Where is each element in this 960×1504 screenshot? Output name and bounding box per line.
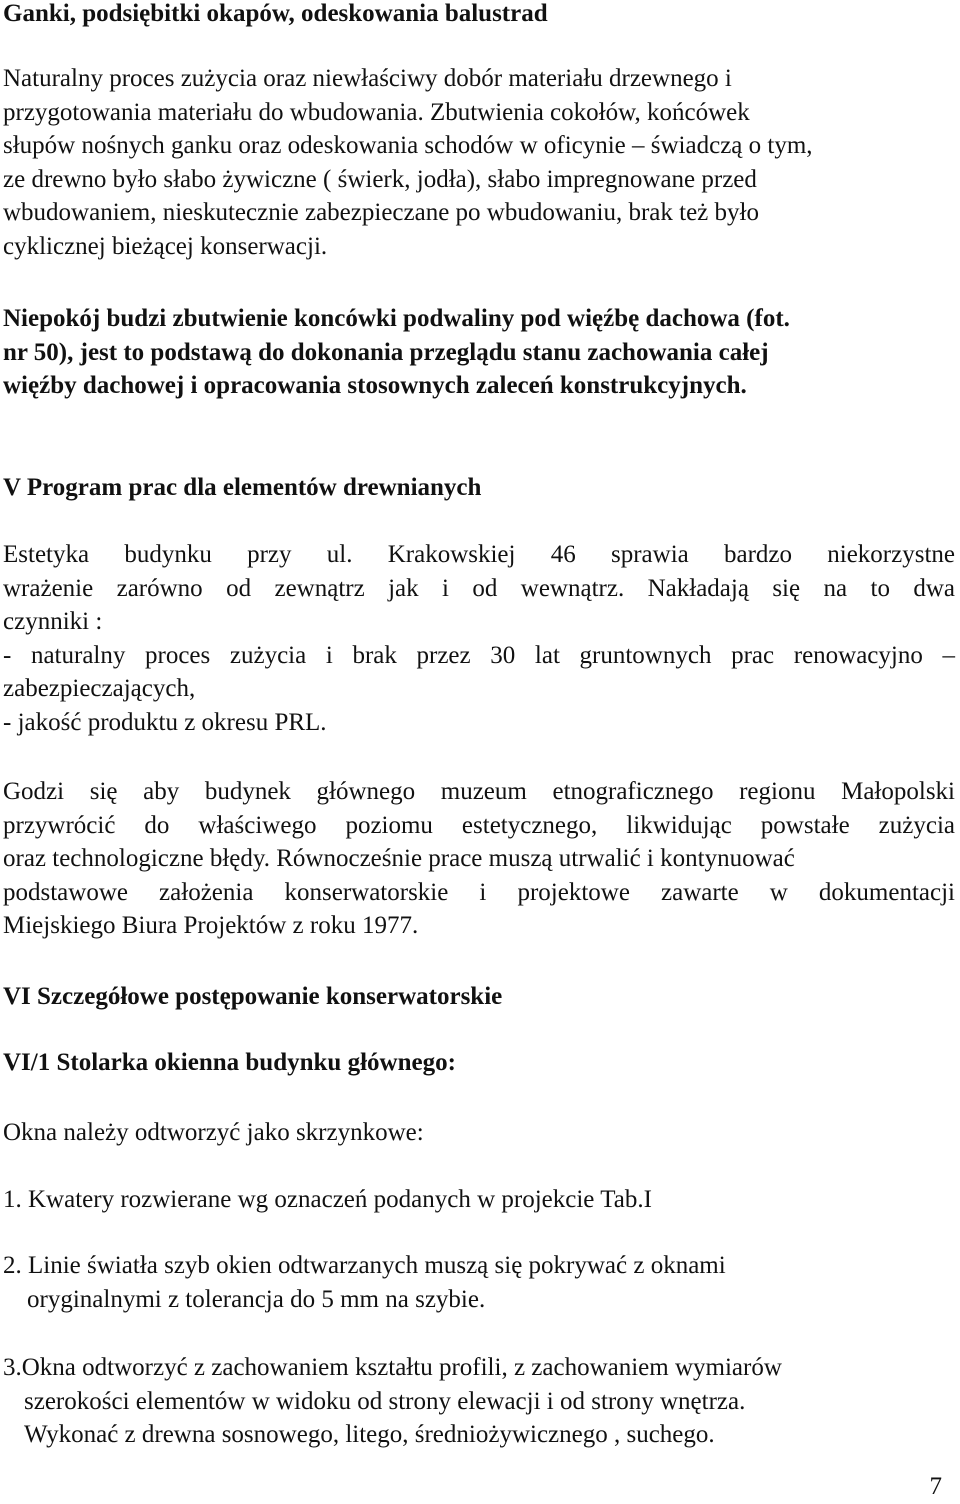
text-line: Wykonać z drewna sosnowego, litego, średniożywicznego , suchego. — [24, 1421, 715, 1448]
text-line: oraz technologiczne błędy. Równocześnie prace muszą utrwalić i kontynuować — [3, 845, 795, 872]
paragraph-concern — [3, 302, 955, 403]
list-item-2 — [3, 1249, 955, 1316]
section-heading-ganki: Ganki, podsiębitki okapów, odeskowania balustrad — [3, 0, 548, 27]
text-line: więźby dachowej i opracowania stosownych zaleceń konstrukcyjnych. — [3, 372, 747, 399]
paragraph-restoration — [3, 775, 955, 943]
text-line: podstawowe założenia konserwatorskie i projektowe zawarte w dokumentacji — [3, 878, 955, 906]
text-line: przywrócić do właściwego poziomu estetycznego, likwidując powstałe zużycia — [3, 811, 955, 839]
paragraph-wear — [3, 62, 955, 263]
text-line: Naturalny proces zużycia oraz niewłaściwy dobór materiału drzewnego i — [3, 65, 732, 92]
text-line: czynniki : — [3, 608, 103, 635]
subsection-heading-vi1: VI/1 Stolarka okienna budynku głównego: — [3, 1049, 456, 1076]
text-line: przygotowania materiału do wbudowania. Zbutwienia cokołów, końcówek — [3, 98, 750, 126]
page-number: 7 — [929, 1473, 942, 1500]
text-line: nr 50), jest to podstawą do dokonania przeglądu stanu zachowania całej — [3, 338, 769, 366]
text-line: oryginalnymi z tolerancja do 5 mm na szybie. — [27, 1285, 486, 1313]
paragraph-aesthetics — [3, 538, 955, 739]
text-line: słupów nośnych ganku oraz odeskowania schodów w oficynie – świadczą o tym, — [3, 132, 813, 159]
list-item-1: 1. Kwatery rozwierane wg oznaczeń podanych w projekcie Tab.I — [3, 1186, 652, 1213]
section-heading-v: V Program prac dla elementów drewnianych — [3, 474, 482, 501]
text-line: - naturalny proces zużycia i brak przez 30 lat gruntownych prac renowacyjno – — [3, 641, 955, 669]
text-line: cyklicznej bieżącej konserwacji. — [3, 232, 328, 260]
text-line: - jakość produktu z okresu PRL. — [3, 708, 327, 736]
text-line: ze drewno było słabo żywiczne ( świerk, jodła), słabo impregnowane przed — [3, 165, 757, 193]
section-heading-vi: VI Szczegółowe postępowanie konserwatorskie — [3, 983, 503, 1010]
text-line: Godzi się aby budynek głównego muzeum etnograficznego regionu Małopolski — [3, 778, 955, 805]
text-line: 3.Okna odtworzyć z zachowaniem kształtu profili, z zachowaniem wymiarów — [3, 1354, 782, 1381]
text-line: szerokości elementów w widoku od strony elewacji i od strony wnętrza. — [24, 1387, 746, 1415]
text-line: wbudowaniem, nieskutecznie zabezpieczane po wbudowaniu, brak też było — [3, 199, 759, 226]
text-line: zabezpieczających, — [3, 675, 196, 702]
text-line: Estetyka budynku przy ul. Krakowskiej 46 sprawia bardzo niekorzystne — [3, 541, 955, 568]
text-line: wrażenie zarówno od zewnątrz jak i od wewnątrz. Nakładają się na to dwa — [3, 574, 955, 602]
text-line: Niepokój budzi zbutwienie koncówki podwaliny pod więźbę dachowa (fot. — [3, 305, 790, 332]
list-item-3 — [3, 1351, 955, 1452]
text-line: Miejskiego Biura Projektów z roku 1977. — [3, 912, 419, 939]
text-line: 2. Linie światła szyb okien odtwarzanych muszą się pokrywać z oknami — [3, 1252, 726, 1279]
paragraph-windows: Okna należy odtworzyć jako skrzynkowe: — [3, 1119, 424, 1146]
